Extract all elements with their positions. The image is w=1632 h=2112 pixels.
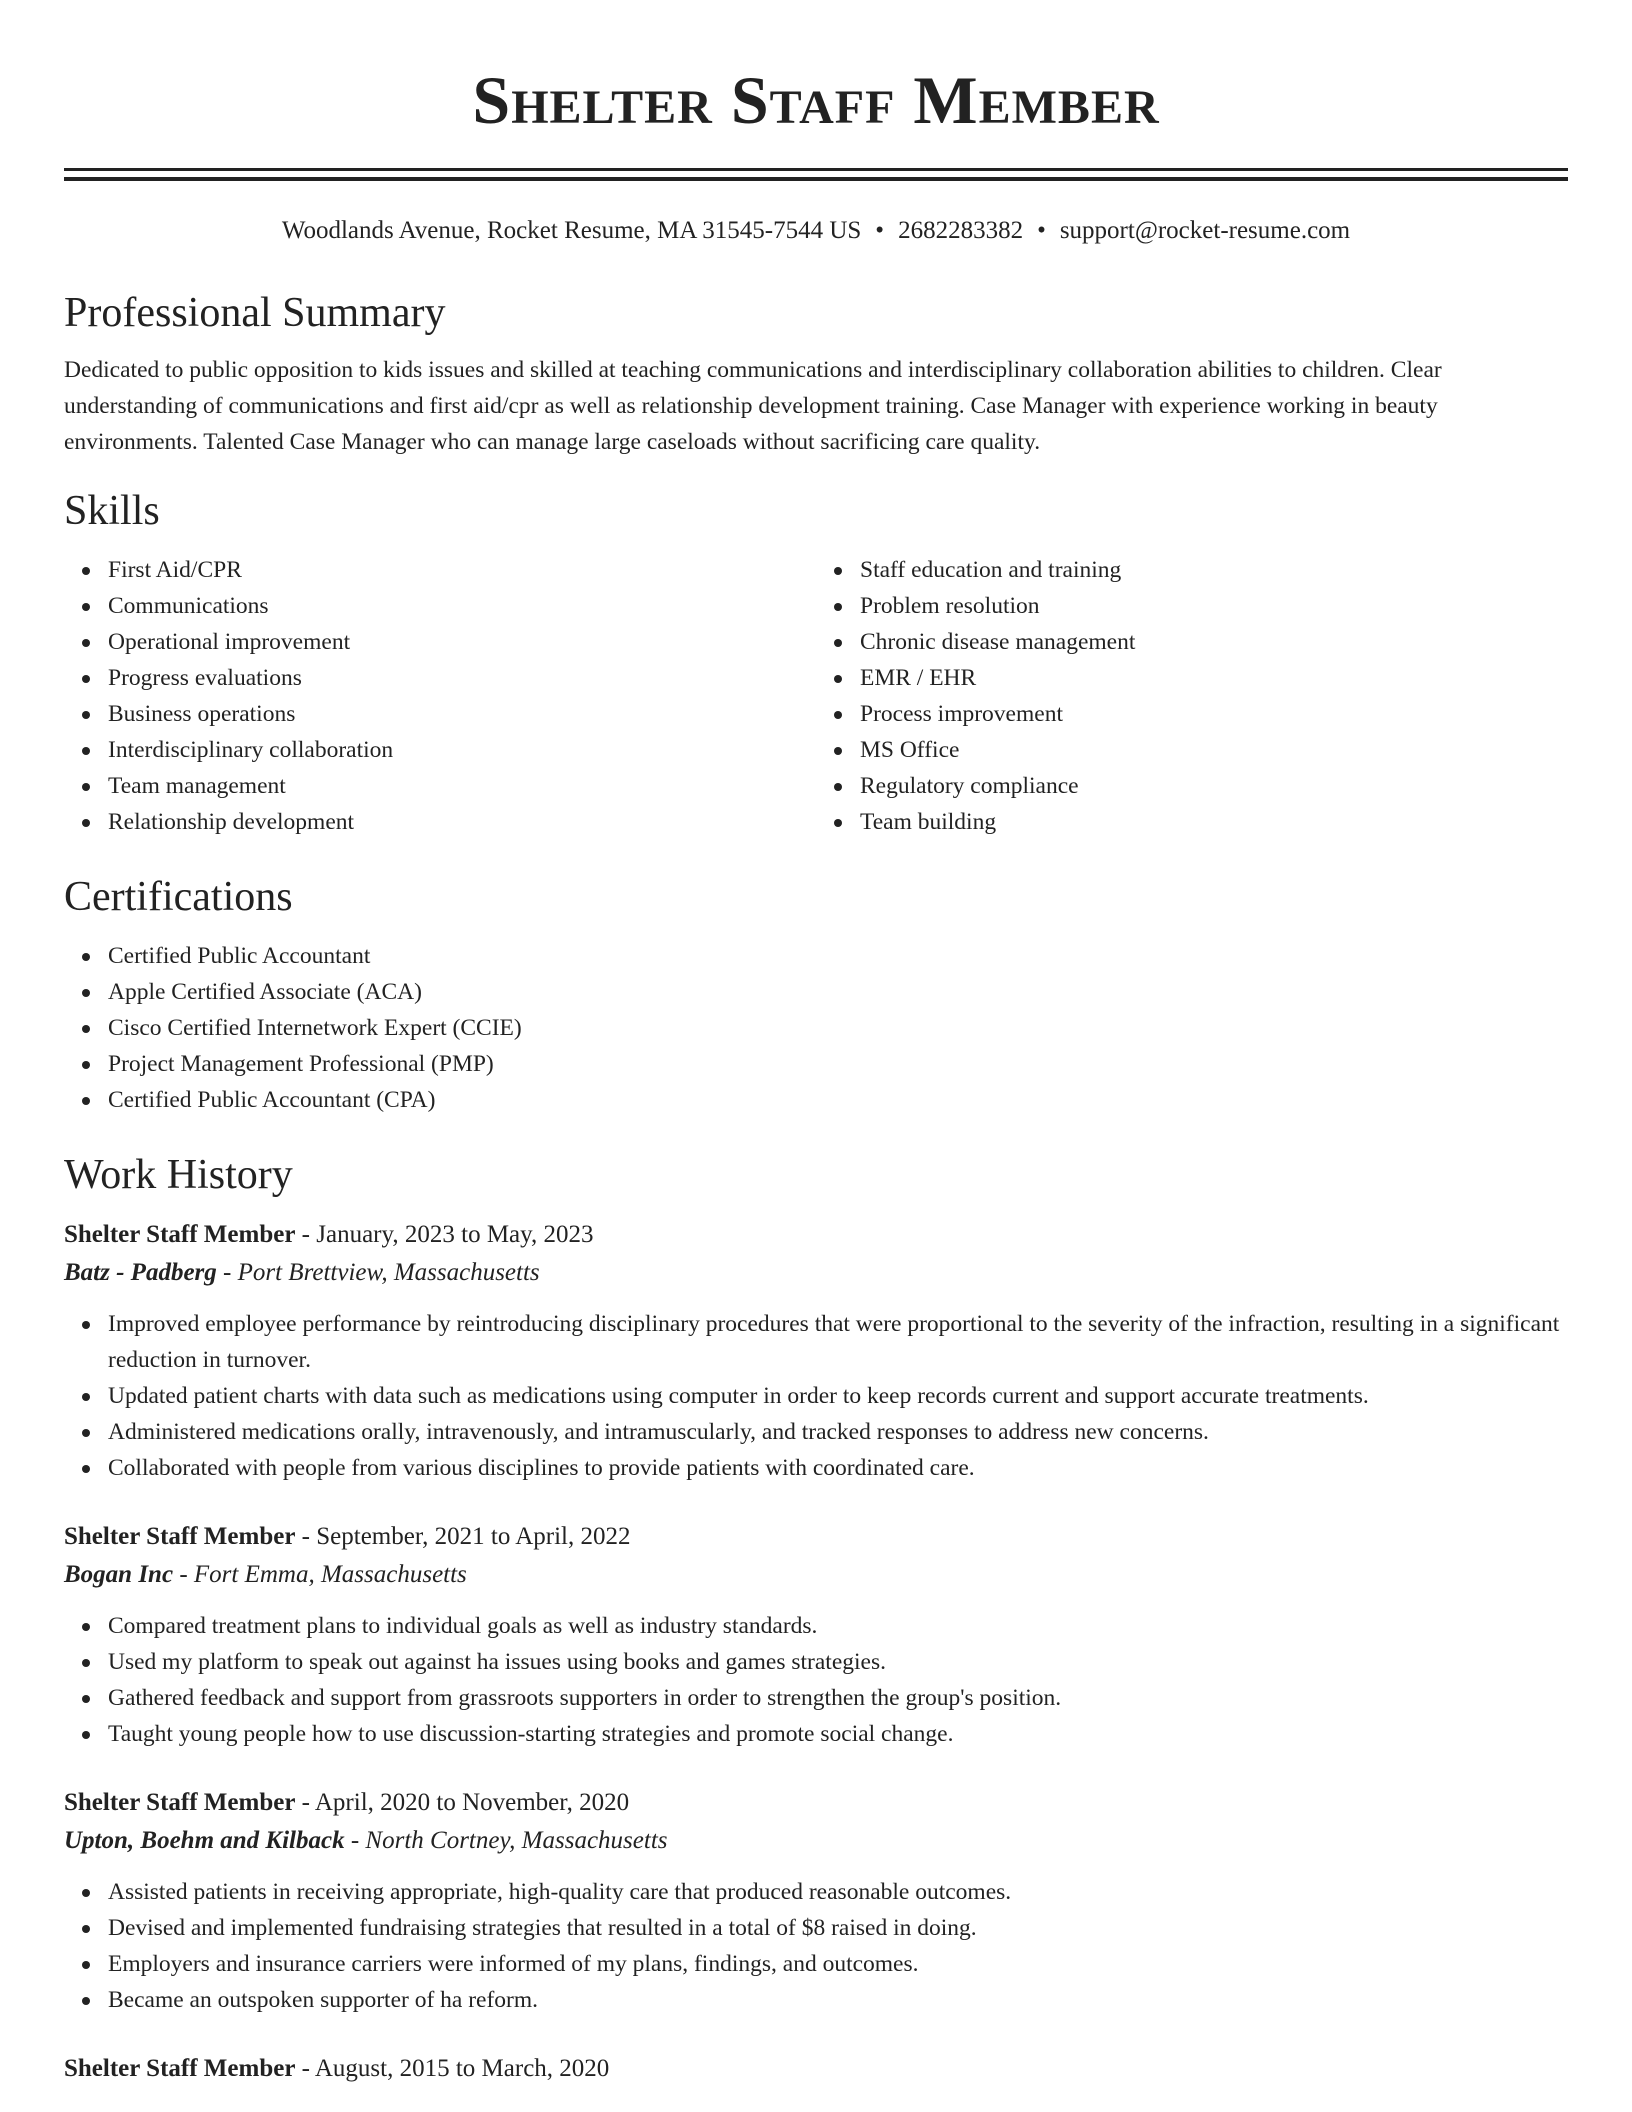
job-entry: [64, 1784, 1568, 2018]
skills-heading: Skills: [64, 488, 160, 534]
certifications-list: [64, 938, 1568, 1118]
skill-item: Chronic disease management: [860, 624, 1568, 660]
skill-item: Team building: [860, 804, 1568, 840]
job-entry: [64, 1216, 1568, 1486]
skill-item: Problem resolution: [860, 588, 1568, 624]
job-bullets: [64, 1608, 1568, 1752]
job-entry: [64, 1518, 1568, 1752]
company-name: Batz - Padberg: [64, 1259, 217, 1286]
skills-list-right: [816, 552, 1568, 840]
skill-item: EMR / EHR: [860, 660, 1568, 696]
contact-phone: 2682283382: [898, 217, 1024, 244]
job-role: Shelter Staff Member: [64, 1221, 296, 1248]
contact-separator: •: [1037, 217, 1046, 244]
company-name: Upton, Boehm and Kilback: [64, 1827, 345, 1854]
skill-item: Business operations: [108, 696, 816, 732]
header-divider-thin: [64, 168, 1568, 171]
job-dates: - January, 2023 to May, 2023: [295, 1221, 594, 1248]
job-dates: - August, 2015 to March, 2020: [295, 2055, 610, 2082]
job-bullet: Gathered feedback and support from grassroots supporters in order to strengthen the group's position.: [108, 1680, 1568, 1716]
certification-item: Apple Certified Associate (ACA): [108, 974, 1568, 1010]
company-location: - North Cortney, Massachusetts: [344, 1827, 668, 1854]
certification-item: Certified Public Accountant: [108, 938, 1568, 974]
skills-list-left: [64, 552, 816, 840]
job-bullet: Assisted patients in receiving appropriate, high-quality care that produced reasonable outcomes.: [108, 1874, 1568, 1910]
skill-item: Communications: [108, 588, 816, 624]
job-dates: - September, 2021 to April, 2022: [295, 1523, 631, 1550]
certification-item: Cisco Certified Internetwork Expert (CCIE): [108, 1010, 1568, 1046]
company-location: - Port Brettview, Massachusetts: [216, 1259, 540, 1286]
company-line: [64, 1254, 1568, 1292]
skill-item: Progress evaluations: [108, 660, 816, 696]
job-entry: [64, 2050, 1568, 2088]
job-title-line: [64, 1784, 1568, 1822]
job-title-line: [64, 1518, 1568, 1556]
contact-line: [64, 214, 1568, 248]
job-bullet: Became an outspoken supporter of ha reform.: [108, 1982, 1568, 2018]
work-history-heading: Work History: [64, 1152, 293, 1198]
header-divider-thick: [64, 177, 1568, 181]
job-bullet: Compared treatment plans to individual goals as well as industry standards.: [108, 1608, 1568, 1644]
job-title-line: [64, 2050, 1568, 2088]
job-bullet: Devised and implemented fundraising strategies that resulted in a total of $8 raised in doing.: [108, 1910, 1568, 1946]
resume-page: [64, 0, 1568, 2088]
certification-item: Project Management Professional (PMP): [108, 1046, 1568, 1082]
company-line: [64, 1822, 1568, 1860]
job-bullet: Used my platform to speak out against ha issues using books and games strategies.: [108, 1644, 1568, 1680]
job-bullet: Employers and insurance carriers were informed of my plans, findings, and outcomes.: [108, 1946, 1568, 1982]
job-bullet: Taught young people how to use discussion-starting strategies and promote social change.: [108, 1716, 1568, 1752]
skill-item: Relationship development: [108, 804, 816, 840]
skill-item: Staff education and training: [860, 552, 1568, 588]
skill-item: Operational improvement: [108, 624, 816, 660]
skill-item: MS Office: [860, 732, 1568, 768]
company-location: - Fort Emma, Massachusetts: [173, 1561, 467, 1588]
contact-address: Woodlands Avenue, Rocket Resume, MA 31545-7544 US: [281, 217, 862, 244]
contact-separator: •: [875, 217, 885, 244]
job-title-line: [64, 1216, 1568, 1254]
job-role: Shelter Staff Member: [64, 1523, 296, 1550]
skill-item: Regulatory compliance: [860, 768, 1568, 804]
job-role: Shelter Staff Member: [64, 1789, 296, 1816]
summary-heading: Professional Summary: [64, 290, 446, 336]
skill-item: First Aid/CPR: [108, 552, 816, 588]
job-bullets: [64, 1306, 1568, 1486]
skills-columns: [64, 552, 1568, 840]
job-bullet: Improved employee performance by reintroducing disciplinary procedures that were proportional to the severity of the infraction, resulting in a significant reduction in turnover.: [108, 1306, 1568, 1378]
company-line: [64, 1556, 1568, 1594]
summary-text: Dedicated to public opposition to kids issues and skilled at teaching communications and interdisciplinary collaboration abilities to children. Clear understanding of communications and first aid/cpr as well as relationship development training. Case Manager with experience working in beauty environments. Talented Case Manager who can manage large caseloads without sacrificing care quality.: [64, 357, 1442, 455]
skill-item: Process improvement: [860, 696, 1568, 732]
company-name: Bogan Inc: [64, 1561, 174, 1588]
job-bullet: Administered medications orally, intravenously, and intramuscularly, and tracked responses to address new concerns.: [108, 1414, 1568, 1450]
skill-item: Interdisciplinary collaboration: [108, 732, 816, 768]
certification-item: Certified Public Accountant (CPA): [108, 1082, 1568, 1118]
candidate-name: Shelter Staff Member: [472, 62, 1160, 138]
skill-item: Team management: [108, 768, 816, 804]
job-bullets: [64, 1874, 1568, 2018]
job-dates: - April, 2020 to November, 2020: [295, 1789, 630, 1816]
job-bullet: Updated patient charts with data such as medications using computer in order to keep records current and support accurate treatments.: [108, 1378, 1568, 1414]
contact-email: support@rocket-resume.com: [1059, 217, 1351, 244]
job-bullet: Collaborated with people from various disciplines to provide patients with coordinated care.: [108, 1450, 1568, 1486]
job-role: Shelter Staff Member: [64, 2055, 296, 2082]
certifications-heading: Certifications: [64, 874, 293, 920]
